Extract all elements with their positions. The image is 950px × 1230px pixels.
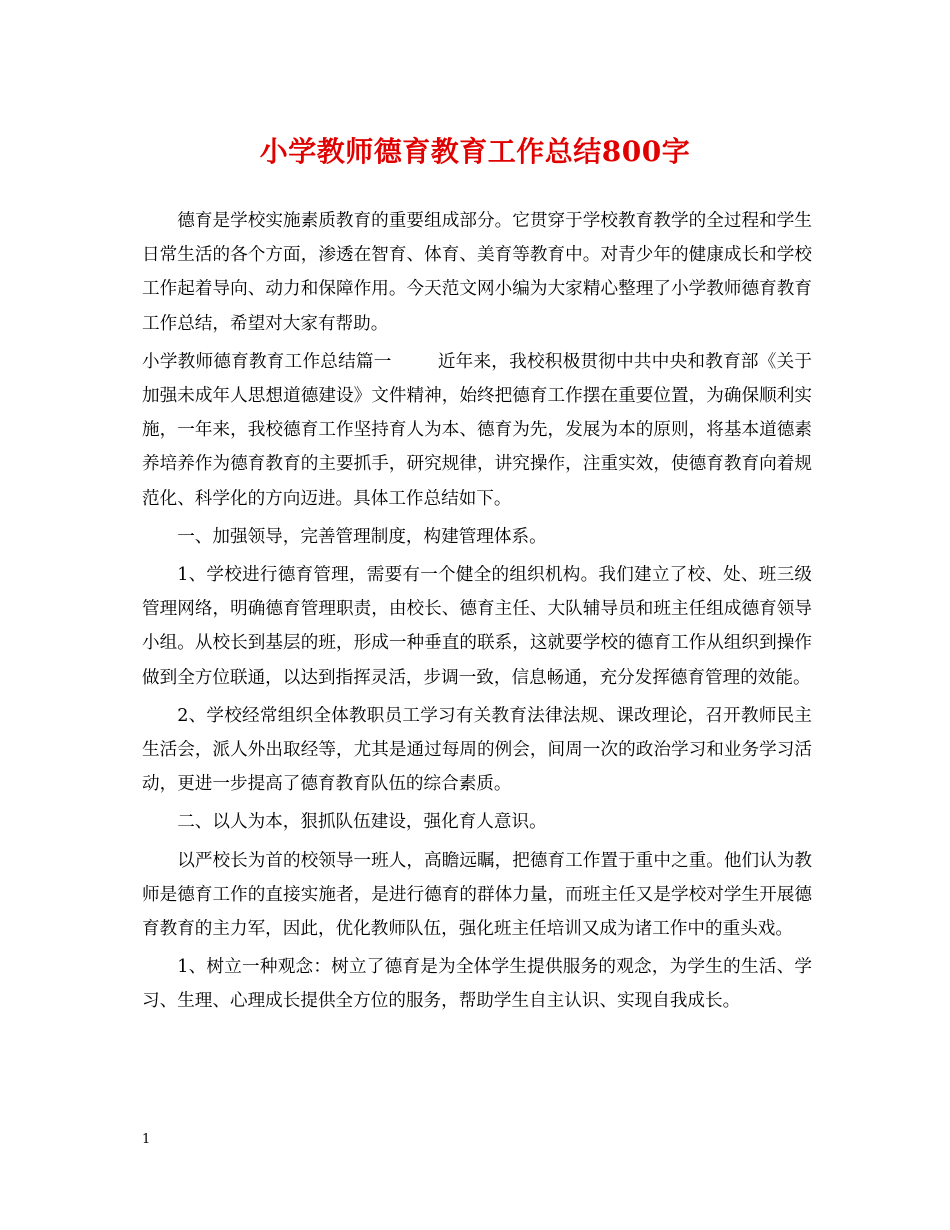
paragraph-heading-two: 二、以人为本，狠抓队伍建设，强化育人意识。 [177,812,547,833]
paragraph-leadership: 以严校长为首的校领导一班人，高瞻远瞩，把德育工作置于重中之重。他们认为教师是德育工作的直接实施者，是进行德育的群体力量，而班主任又是学校对学生开展德育教育的主力军，因此，优化教师队伍，强化班主任培训又成为诸工作中的重头戏。 [142,850,812,940]
page-number: 1 [142,1132,151,1147]
document-body [142,204,812,1023]
paragraph-item-2: 2、学校经常组织全体教职员工学习有关教育法律法规、课改理论，召开教师民主生活会，派人外出取经等，尤其是通过每周的例会，间周一次的政治学习和业务学习活动，更进一步提高了德育教育队伍的综合素质。 [142,705,812,795]
section-heading: 小学教师德育教育工作总结篇一 [142,351,392,372]
paragraph-item-1: 1、学校进行德育管理，需要有一个健全的组织机构。我们建立了校、处、班三级管理网络，明确德育管理职责，由校长、德育主任、大队辅导员和班主任组成德育领导小组。从校长到基层的班，形成一种垂直的联系，这就要学校的德育工作从组织到操作做到全方位联通，以达到指挥灵活，步调一致，信息畅通，充分发挥德育管理的效能。 [142,565,812,688]
section-one-text: 近年来，我校积极贯彻中共中央和教育部《关于加强未成年人思想道德建设》文件精神，始终把德育工作摆在重要位置，为确保顺利实施，一年来，我校德育工作坚持育人为本、德育为先，发展为本的原则，将基本道德素养培养作为德育教育的主要抓手，研究规律，讲究操作，注重实效，使德育教育向着规范化、科学化的方向迈进。具体工作总结如下。 [142,351,812,509]
document-title: 小学教师德育教育工作总结800字 [259,135,691,168]
paragraph-heading-one: 一、加强领导，完善管理制度，构建管理体系。 [177,526,547,547]
paragraph-section-one [142,345,812,516]
paragraph-concept: 1、树立一种观念：树立了德育是为全体学生提供服务的观念，为学生的生活、学习、生理、心理成长提供全方位的服务，帮助学生自主认识、实现自我成长。 [142,957,812,1012]
paragraph-intro: 德育是学校实施素质教育的重要组成部分。它贯穿于学校教育教学的全过程和学生日常生活的各个方面，渗透在智育、体育、美育等教育中。对青少年的健康成长和学校工作起着导向、动力和保障作用。今天范文网小编为大家精心整理了小学教师德育教育工作总结，希望对大家有帮助。 [142,211,812,334]
